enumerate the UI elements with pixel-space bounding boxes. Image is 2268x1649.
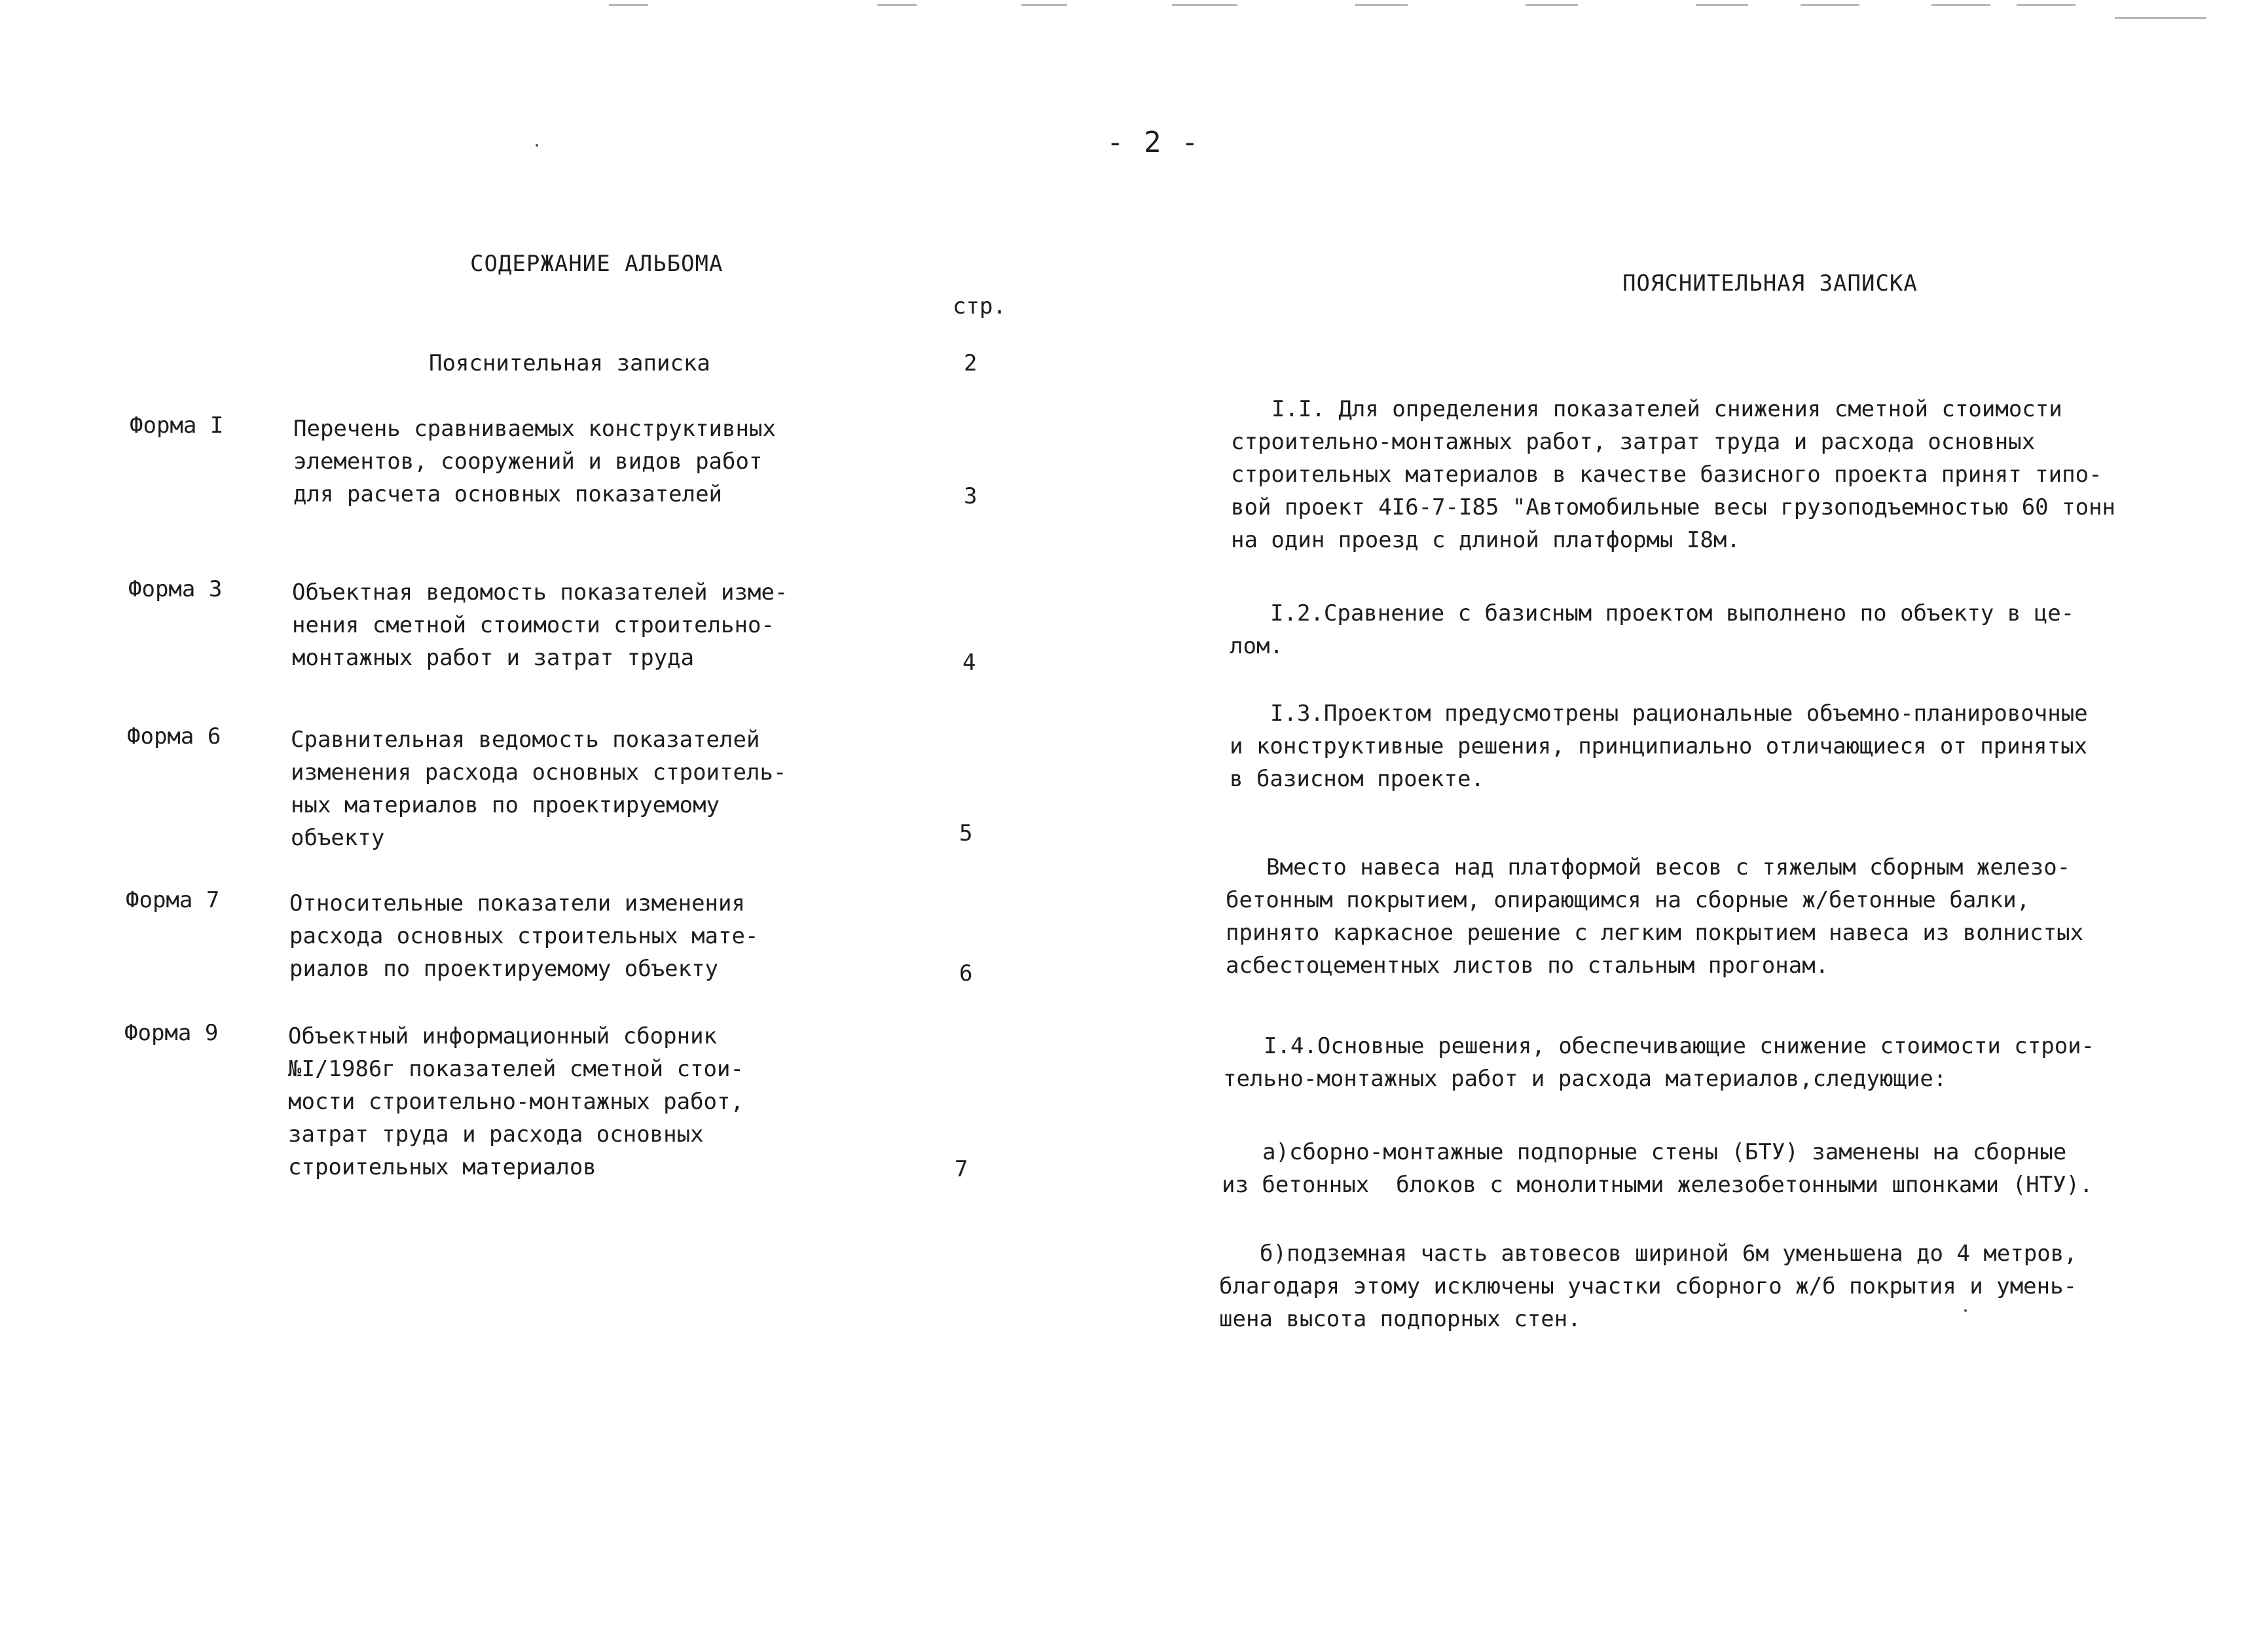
note-paragraph bbox=[1222, 1136, 2151, 1201]
note-line: тельно-монтажных работ и расхода материалов,следующие: bbox=[1223, 1066, 1947, 1092]
toc-entry-line: затрат труда и расхода основных bbox=[288, 1121, 704, 1148]
toc-page-column-label: стр. bbox=[953, 293, 1006, 319]
note-line: I.4.Основные решения, обеспечивающие снижение стоимости строи- bbox=[1264, 1033, 2095, 1059]
note-line: на один проезд с длиной платформы I8м. bbox=[1231, 527, 1740, 553]
note-line: и конструктивные решения, принципиально отличающиеся от принятых bbox=[1230, 733, 2088, 759]
toc-entry-line: монтажных работ и затрат труда bbox=[292, 645, 695, 671]
toc-entry-description bbox=[292, 576, 947, 674]
note-title: ПОЯСНИТЕЛЬНАЯ ЗАПИСКА bbox=[1622, 270, 1918, 297]
toc-entry-line: Сравнительная ведомость показателей bbox=[291, 727, 760, 753]
toc-entry-page: 5 bbox=[959, 820, 973, 846]
toc-title: СОДЕРЖАНИЕ АЛЬБОМА bbox=[470, 251, 723, 277]
scan-speck bbox=[536, 144, 538, 147]
toc-intro-label: Пояснительная записка bbox=[429, 350, 710, 376]
toc-entry-line: расхода основных строительных мате- bbox=[289, 923, 759, 949]
toc-intro bbox=[429, 350, 710, 376]
toc-entry-page: 6 bbox=[959, 960, 973, 987]
note-line: бетонным покрытием, опирающимся на сборные ж/бетонные балки, bbox=[1226, 887, 2030, 913]
toc-entry-description bbox=[289, 887, 944, 985]
toc-entry-line: нения сметной стоимости строительно- bbox=[292, 612, 775, 638]
toc-entry-line: строительных материалов bbox=[288, 1154, 596, 1180]
note-line: I.2.Сравнение с базисным проектом выполнено по объекту в це- bbox=[1270, 600, 2075, 626]
toc-entry-form: Форма 7 bbox=[126, 887, 220, 913]
toc-entry-line: элементов, сооружений и видов работ bbox=[293, 448, 763, 475]
toc-entry-line: Относительные показатели изменения bbox=[289, 890, 745, 916]
toc-entry-line: риалов по проектируемому объекту bbox=[289, 956, 719, 982]
toc-entry-description bbox=[293, 412, 948, 511]
toc-entry-line: №I/1986г показателей сметной стои- bbox=[288, 1056, 744, 1082]
note-line: I.I. Для определения показателей снижения сметной стоимости bbox=[1271, 396, 2062, 422]
toc-entry-description bbox=[291, 723, 945, 854]
toc-entry-description bbox=[288, 1020, 943, 1184]
note-line: Вместо навеса над платформой весов с тяжелым сборным железо- bbox=[1266, 854, 2071, 880]
note-line: благодаря этому исключены участки сборного ж/б покрытия и умень- bbox=[1219, 1273, 2077, 1299]
note-line: шена высота подпорных стен. bbox=[1219, 1306, 1581, 1332]
toc-intro-page: 2 bbox=[964, 350, 978, 376]
toc-entry-line: Объектная ведомость показателей изме- bbox=[292, 579, 788, 606]
note-line: б)подземная часть автовесов шириной 6м уменьшена до 4 метров, bbox=[1260, 1241, 2077, 1267]
toc-entry-page: 4 bbox=[962, 649, 976, 676]
toc-entry-form: Форма 6 bbox=[127, 723, 221, 750]
note-paragraph bbox=[1223, 1030, 2153, 1095]
note-line: вой проект 4I6-7-I85 "Автомобильные весы грузоподъемностью 60 тонн bbox=[1231, 494, 2116, 520]
note-line: в базисном проекте. bbox=[1230, 766, 1484, 792]
note-line: принято каркасное решение с легким покрытием навеса из волнистых bbox=[1226, 920, 2084, 946]
note-line: лом. bbox=[1230, 633, 1283, 659]
note-paragraph bbox=[1231, 393, 2161, 556]
toc-entry-form: Форма 3 bbox=[128, 576, 223, 602]
toc-entry-page: 7 bbox=[955, 1156, 968, 1182]
toc-entry-form: Форма I bbox=[130, 412, 224, 439]
note-line: I.3.Проектом предусмотрены рациональные объемно-планировочные bbox=[1270, 700, 2088, 727]
note-paragraph bbox=[1219, 1237, 2149, 1335]
scan-artifacts bbox=[0, 0, 2268, 33]
toc-entry-line: мости строительно-монтажных работ, bbox=[288, 1089, 744, 1115]
toc-entry-line: Перечень сравниваемых конструктивных bbox=[293, 416, 776, 442]
note-line: строительно-монтажных работ, затрат труда и расхода основных bbox=[1231, 429, 2036, 455]
note-line: из бетонных блоков с монолитными железобетонными шпонками (НТУ). bbox=[1222, 1172, 2093, 1198]
note-line: асбестоцементных листов по стальным прогонам. bbox=[1226, 952, 1829, 979]
note-paragraph bbox=[1226, 851, 2155, 982]
toc-entry-page: 3 bbox=[964, 483, 978, 509]
note-paragraph bbox=[1230, 597, 2159, 662]
page-number: - 2 - bbox=[1107, 126, 1200, 159]
note-line: а)сборно-монтажные подпорные стены (БТУ) заменены на сборные bbox=[1262, 1139, 2067, 1165]
toc-entry-line: для расчета основных показателей bbox=[293, 481, 723, 507]
toc-entry-line: ных материалов по проектируемому bbox=[291, 792, 720, 818]
toc-entry-line: объекту bbox=[291, 825, 385, 851]
toc-entry-line: Объектный информационный сборник bbox=[288, 1023, 718, 1049]
toc-entry-form: Форма 9 bbox=[124, 1020, 219, 1046]
toc-entry-line: изменения расхода основных строитель- bbox=[291, 759, 787, 786]
note-paragraph bbox=[1230, 697, 2159, 795]
note-line: строительных материалов в качестве базисного проекта принят типо- bbox=[1231, 462, 2102, 488]
